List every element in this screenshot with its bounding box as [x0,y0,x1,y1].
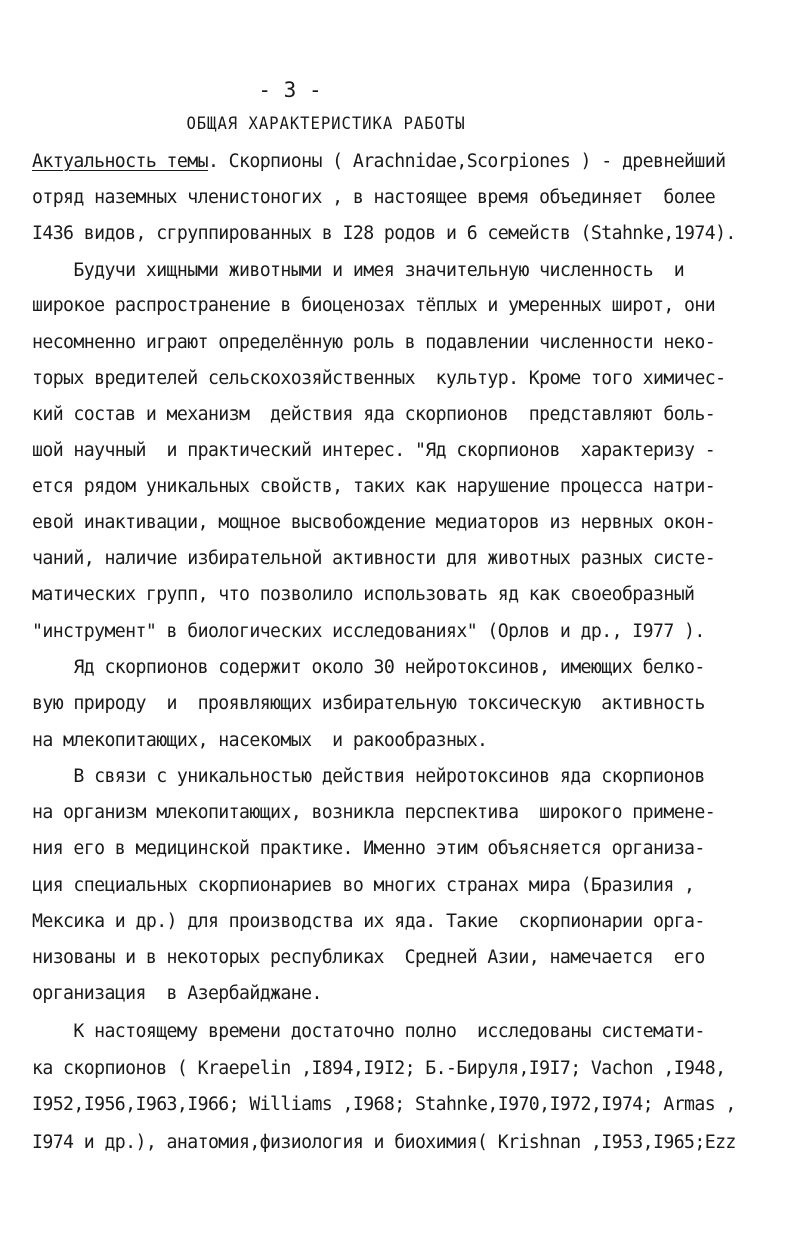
text-line [32,801,715,825]
text-line [32,729,487,753]
text-line [32,837,705,861]
line-text: Будучи хищными животными и имея значительную численность и [32,260,685,281]
line-text: на организм млекопитающих, возникла перспектива широкого примене- [32,802,716,823]
line-text: матических групп, что позволило использовать яд как своеобразный [32,584,695,605]
line-text: отряд наземных членистоногих , в настоящее время объединяет более [32,187,716,208]
page-number: - 3 - [258,78,322,102]
text-line [32,1093,736,1117]
text-line [32,1057,725,1081]
text-line [32,439,715,463]
line-text: широкое распространение в биоценозах тёплых и умеренных широт, они [32,295,716,316]
text-line [32,186,715,210]
text-line [32,910,705,934]
text-line [32,403,715,427]
line-text: кий состав и механизм действия яда скорпионов представляют боль- [32,404,716,425]
line-text: I974 и др.), анатомия,физиология и биохимия( Krishnan ,I953,I965;Ezz [32,1132,736,1153]
line-text: ция специальных скорпионариев во многих странах мира (Бразилия , [32,875,695,896]
text-line [32,1020,705,1044]
text-line [32,1131,736,1155]
section-heading-inline: Актуальность темы [32,151,208,172]
text-line [32,547,715,571]
line-text: I952,I956,I963,I966; Williams ,I968; Stahnke,I970,I972,I974; Armas , [32,1094,736,1115]
line-text: В связи с уникальностью действия нейротоксинов яда скорпионов [32,766,705,787]
line-text: ется рядом уникальных свойств, таких как нарушение процесса натри- [32,476,716,497]
line-text: ния его в медицинской практике. Именно этим объясняется организа- [32,838,705,859]
text-line [32,656,705,680]
text-line [32,367,725,391]
text-line [32,331,715,355]
line-text: ка скорпионов ( Kraepelin ,I894,I9I2; Б.-Бируля,I9I7; Vachon ,I948, [32,1058,726,1079]
line-text: Яд скорпионов содержит около 30 нейротоксинов, имеющих белко- [32,657,705,678]
line-text: евой инактивации, мощное высвобождение медиаторов из нервных окон- [32,512,716,533]
text-line [32,982,322,1006]
line-text: К настоящему времени достаточно полно исследованы системати- [32,1021,705,1042]
text-line [32,222,736,246]
line-text: вую природу и проявляющих избирательную токсическую активность [32,693,705,714]
text-line [32,259,684,283]
text-line [32,475,715,499]
line-text: чаний, наличие избирательной активности для животных разных систе- [32,548,716,569]
text-line [32,765,705,789]
line-text: организация в Азербайджане. [32,983,322,1004]
text-line [32,692,705,716]
line-text: на млекопитающих, насекомых и ракообразных. [32,730,488,751]
line-text: торых вредителей сельскохозяйственных культур. Кроме того химичес- [32,368,726,389]
text-line [32,620,705,644]
section-title: ОБЩАЯ ХАРАКТЕРИСТИКА РАБОТЫ [186,114,466,134]
line-text: шой научный и практический интерес. "Яд скорпионов характеризу - [32,440,716,461]
line-text: низованы и в некоторых республиках Средней Азии, намечается его [32,947,705,968]
text-line [32,946,705,970]
text-line [32,150,725,174]
line-text: . Скорпионы ( Arachnidae,Scorpiones ) - древнейший [207,151,726,172]
text-line [32,583,694,607]
line-text: I436 видов, сгруппированных в I28 родов и 6 семейств (Stahnke,1974). [32,223,736,244]
text-line [32,874,694,898]
line-text: несомненно играют определённую роль в подавлении численности неко- [32,332,716,353]
line-text: "инструмент" в биологических исследованиях" (Орлов и др., I977 ). [32,621,705,642]
text-line [32,294,715,318]
line-text: Мексика и др.) для производства их яда. Такие скорпионарии орга- [32,911,705,932]
text-line [32,511,715,535]
